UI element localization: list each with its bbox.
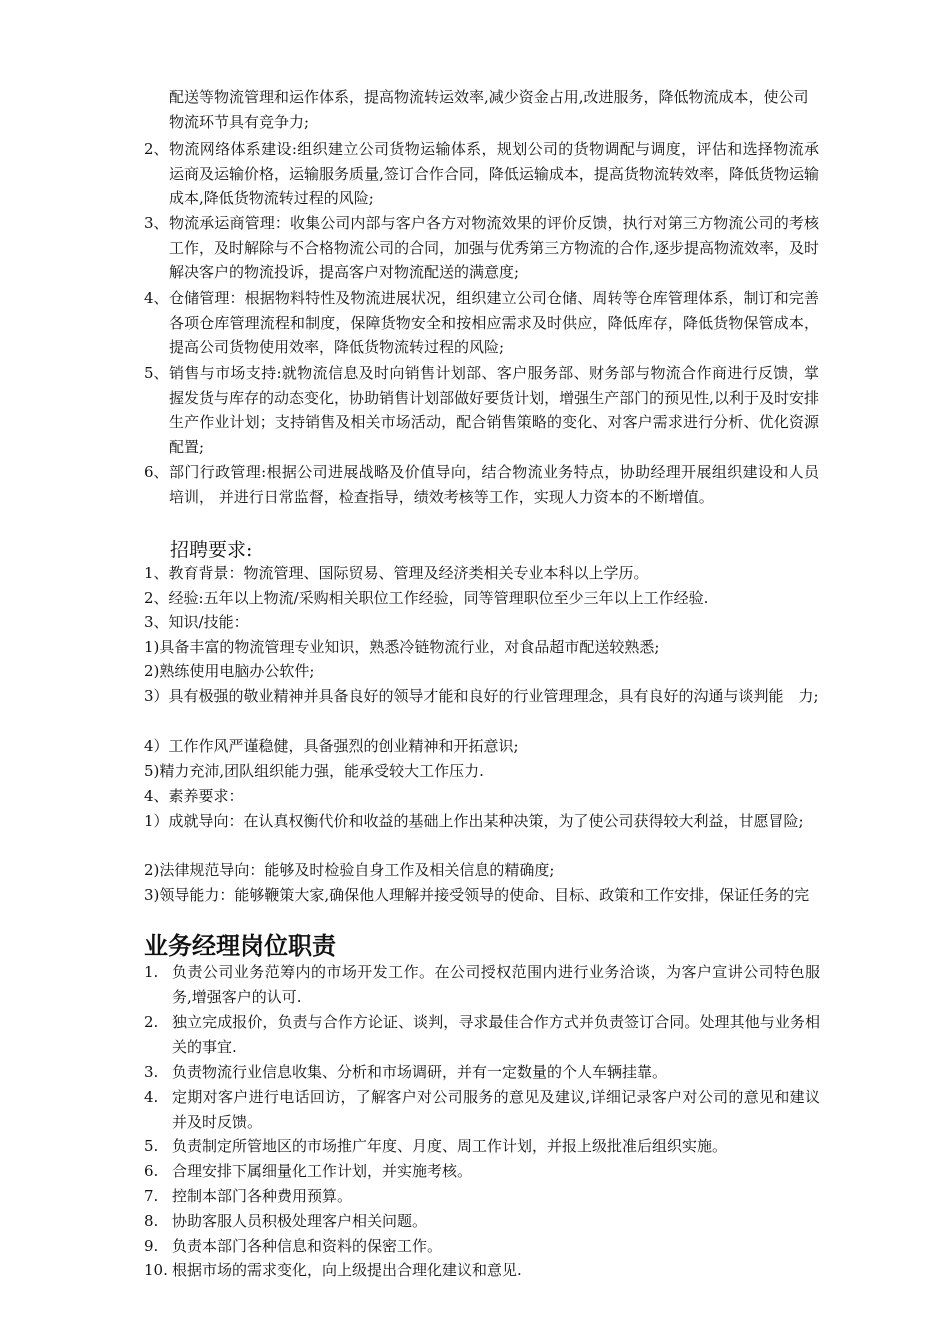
requirement-line: 2、经验:五年以上物流/采购相关职位工作经验，同等管理职位至少三年以上工作经验. <box>144 589 709 607</box>
item-number: 8. <box>144 1212 159 1230</box>
duty-text: 物流网络体系建设:组织建立公司货物运输体系，规划公司的货物调配与调度，评估和选择物流承运商及运输价格，运输服务质量,签订合作合同，降低运输成本，提高货物流转效率，降低货物运输成本,降低货物流转过程的风险; <box>169 140 819 208</box>
duty-number: 3、 <box>144 214 169 232</box>
duty-number: 2、 <box>144 140 169 158</box>
item-number: 4. <box>144 1088 159 1106</box>
item-number: 5. <box>144 1137 159 1155</box>
requirement-line: 4、素养要求： <box>144 787 244 805</box>
requirement-line: 3、知识/技能： <box>144 613 249 631</box>
duty-text: 销售与市场支持:就物流信息及时向销售计划部、客户服务部、财务部与物流合作商进行反馈，掌握发货与库存的动态变化，协助销售计划部做好要货计划，增强生产部门的预见性,以利于及时安排生产作业计划；支持销售及相关市场活动，配合销售策略的变化、对客户需求进行分析、优化资源配置; <box>169 364 819 456</box>
item-text: 独立完成报价，负责与合作方论证、谈判，寻求最佳合作方式并负责签订合同。处理其他与业务相关的事宜. <box>172 1013 820 1056</box>
item-number: 3. <box>144 1063 159 1081</box>
requirement-line: 1、教育背景：物流管理、国际贸易、管理及经济类相关专业本科以上学历。 <box>144 564 649 582</box>
requirement-line: 1）成就导向：在认真权衡代价和收益的基础上作出某种决策，为了使公司获得较大利益，甘愿冒险; <box>144 812 804 830</box>
item-text: 合理安排下属细量化工作计划，并实施考核。 <box>172 1162 473 1180</box>
requirement-line: 1)具备丰富的物流管理专业知识，熟悉冷链物流行业，对食品超市配送较熟悉; <box>144 638 660 656</box>
duty-number: 4、 <box>144 289 169 307</box>
duty-item-1-continued: 配送等物流管理和运作体系，提高物流转运效率,减少资金占用,改进服务，降低物流成本，使公司物流环节具有竞争力; <box>169 88 809 131</box>
requirement-line: 5)精力充沛,团队组织能力强，能承受较大工作压力. <box>144 762 484 780</box>
duty-text: 部门行政管理:根据公司进展战略及价值导向，结合物流业务特点，协助经理开展组织建设和人员培训， 并进行日常监督，检查指导，绩效考核等工作，实现人力资本的不断增值。 <box>169 463 819 506</box>
requirement-line: 2)法律规范导向：能够及时检验自身工作及相关信息的精确度; <box>144 861 555 879</box>
item-text: 根据市场的需求变化，向上级提出合理化建议和意见. <box>172 1261 522 1279</box>
section-title: 业务经理岗位职责 <box>144 932 336 960</box>
item-text: 负责物流行业信息收集、分析和市场调研，并有一定数量的个人车辆挂靠。 <box>172 1063 668 1081</box>
item-number: 9. <box>144 1237 159 1255</box>
requirement-line: 3）具有极强的敬业精神并具备良好的领导才能和良好的行业管理理念，具有良好的沟通与谈判能 力; <box>144 687 819 705</box>
item-number: 2. <box>144 1013 159 1031</box>
item-number: 7. <box>144 1187 159 1205</box>
item-text: 负责本部门各种信息和资料的保密工作。 <box>172 1237 443 1255</box>
requirement-line: 3)领导能力：能够鞭策大家,确保他人理解并接受领导的使命、目标、政策和工作安排，保证任务的完 <box>144 886 810 904</box>
item-text: 控制本部门各种费用预算。 <box>172 1187 353 1205</box>
item-text: 定期对客户进行电话回访，了解客户对公司服务的意见及建议,详细记录客户对公司的意见和建议并及时反馈。 <box>172 1088 820 1131</box>
item-number: 1. <box>144 963 159 981</box>
item-number: 6. <box>144 1162 159 1180</box>
item-text: 协助客服人员积极处理客户相关问题。 <box>172 1212 428 1230</box>
duty-text: 仓储管理：根据物料特性及物流进展状况，组织建立公司仓储、周转等仓库管理体系，制订和完善各项仓库管理流程和制度，保障货物安全和按相应需求及时供应，降低库存，降低货物保管成本，提高公司货物使用效率，降低货物流转过程的风险; <box>169 289 819 357</box>
duty-text: 物流承运商管理：收集公司内部与客户各方对物流效果的评价反馈，执行对第三方物流公司的考核工作，及时解除与不合格物流公司的合同，加强与优秀第三方物流的合作,逐步提高物流效率，及时解决客户的物流投诉，提高客户对物流配送的满意度; <box>169 214 819 282</box>
requirement-line: 4）工作作风严谨稳健，具备强烈的创业精神和开拓意识; <box>144 737 519 755</box>
item-text: 负责制定所管地区的市场推广年度、月度、周工作计划，并报上级批准后组织实施。 <box>172 1137 728 1155</box>
requirements-heading: 招聘要求: <box>170 539 253 561</box>
item-number: 10. <box>144 1261 168 1279</box>
item-text: 负责公司业务范筹内的市场开发工作。在公司授权范围内进行业务洽谈，为客户宣讲公司特色服务,增强客户的认可. <box>172 963 820 1006</box>
requirement-line: 2)熟练使用电脑办公软件; <box>144 662 315 680</box>
duty-number: 5、 <box>144 364 169 382</box>
duty-number: 6、 <box>144 463 169 481</box>
